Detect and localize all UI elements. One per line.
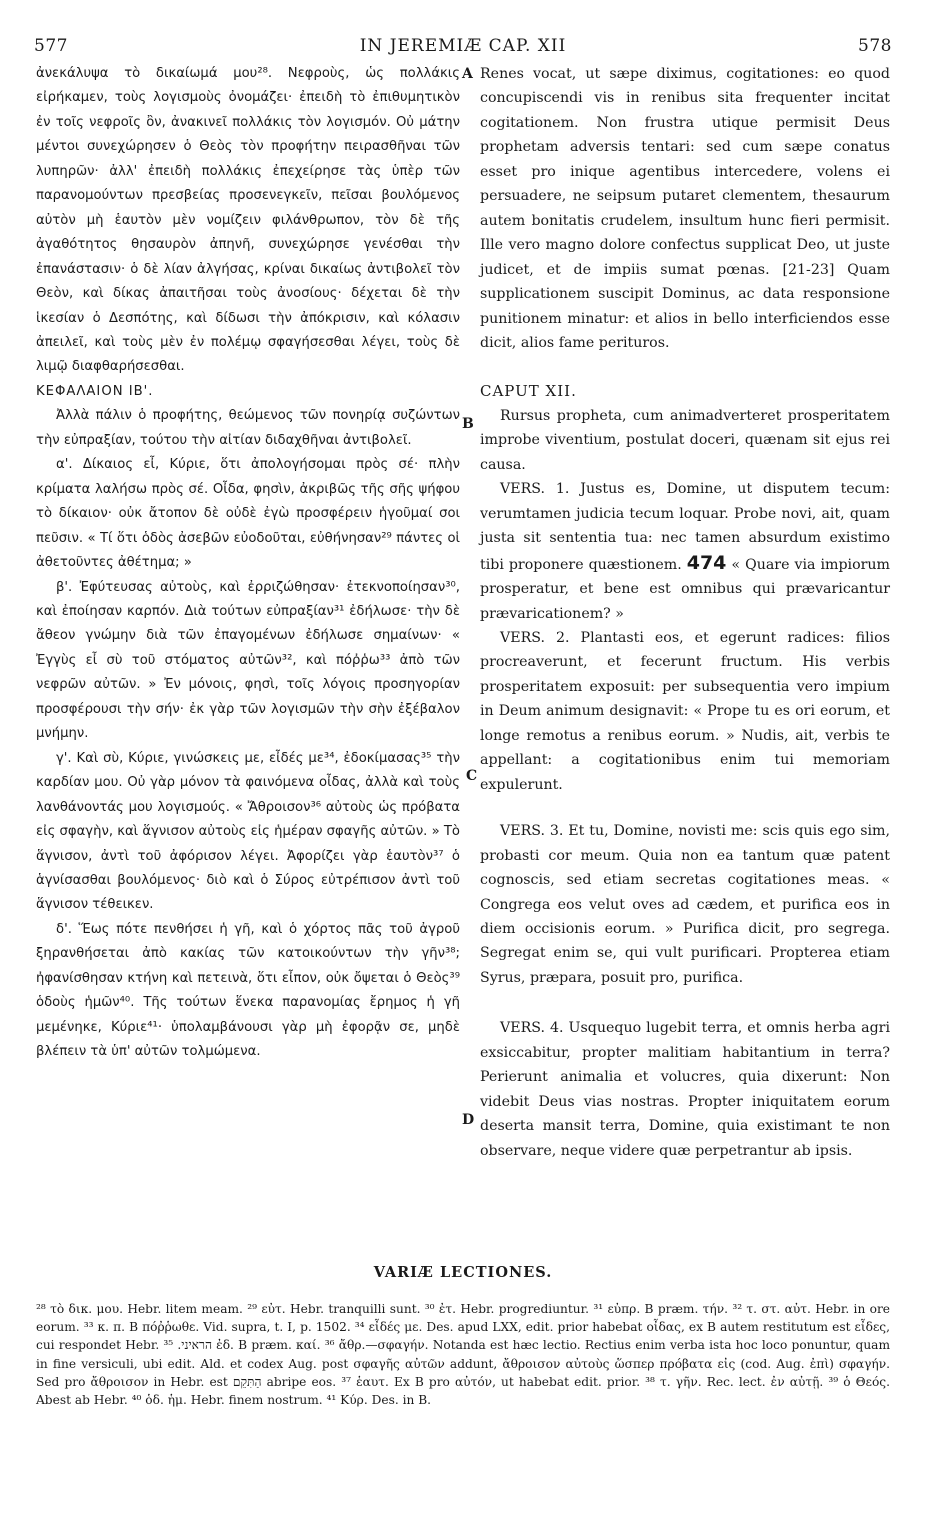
running-header xyxy=(34,36,892,60)
margin-mark-d: D xyxy=(462,1112,475,1128)
latin-column xyxy=(480,62,890,1163)
latin-paragraph: Renes vocat, ut sæpe diximus, cogitationes: eo quod concupiscendi vis in renibus sita frequenter incitat cogitationem. Non frustra utique permisit Deus prophetam adversis tentari: sed cum sæpe conatus esset pro inique agentibus intercedere, volens ei persuadere, ne seipsum putaret clementem, thesaurum autem bonitatis crudelem, insultum hunc fieri permisit. Ille vero magno dolore confectus supplicat Deo, ut juste judicet, et de impiis sumat pœnas. [21-23] Quam supplicationem suscipit Dominus, ac data responsione punitionem minatur: et alios in bello interficiendos esse dicit, alios fame perituros. xyxy=(480,66,890,351)
variae-lectiones-notes xyxy=(36,1300,890,1409)
greek-verse-3: γ'. Καὶ σὺ, Κύριε, γινώσκεις με, εἶδές με³⁴, ἐδοκίμασας³⁵ τὴν καρδίαν μου. Οὐ γὰρ μόνον τὰ φαινόμενα οἶδας, ἀλλὰ καὶ τοὺς λανθάνοντάς μου λογισμούς. « Ἄθροισον³⁶ αὐτοὺς ὡς πρόβατα εἰς σφαγὴν, καὶ ἅγνισον αὐτοὺς εἰς ἡμέραν σφαγῆς αὐτῶν. » Τὸ ἅγνισον, ἀντὶ τοῦ ἀφόρισον λέγει. Ἀφορίζει γὰρ ἑαυτὸν³⁷ ὁ ἁγνίσασθαι βουλόμενος· διὸ καὶ ὁ Σύρος εὐτρέπισον ἀντὶ τοῦ ἅγνισον τέθεικεν. xyxy=(36,750,460,913)
greek-verse-2: β'. Ἐφύτευσας αὐτοὺς, καὶ ἐρριζώθησαν· ἐτεκνοποίησαν³⁰, καὶ ἐποίησαν καρπόν. Διὰ τούτων εὐπραξίαν³¹ ἐδήλωσε· τὴν δὲ ἄθεον γνώμην διὰ τῶν ἐπαγομένων ἐδήλωσε σημαίνων· « Ἐγγὺς εἶ σὺ τοῦ στόματος αὐτῶν³², καὶ πόῤῥω³³ ἀπὸ τῶν νεφρῶν αὐτῶν. » Ἐν μόνοις, φησὶ, τοῖς λόγοις προσηγορίαν προσφέρουσι τὴν σήν· ἐκ γὰρ τῶν λογισμῶν τὴν σὴν ἐξέβαλον μνήμην. xyxy=(36,579,460,742)
latin-verse-1 xyxy=(480,477,890,626)
greek-paragraph: Ἀλλὰ πάλιν ὁ προφήτης, θεώμενος τῶν πονηρίᾳ συζώντων τὴν εὐπραξίαν, τούτου τὴν αἰτίαν διδαχθῆναι ἀντιβολεῖ. xyxy=(36,408,460,448)
latin-verse-4: VERS. 4. Usquequo lugebit terra, et omnis herba agri exsiccabitur, propter malitiam habitantium in terra? Perierunt animalia et volucres, quia dixerunt: Non videbit Deus vias nostras. Propter iniquitatem eorum deserta mansit terra, Domine, quia existimant te non observare, neque videre quæ perpetrantur ab ipsis. xyxy=(480,1020,890,1159)
margin-mark-a: A xyxy=(462,66,473,82)
margin-mark-c: C xyxy=(466,768,478,784)
greek-verse-1: α'. Δίκαιος εἶ, Κύριε, ὅτι ἀπολογήσομαι πρὸς σέ· πλὴν κρίματα λαλήσω πρὸς σέ. Οἶδα, φησὶν, ἀκριβῶς τῆς σῆς ψήφου τὸ δίκαιον· οὐκ ἄτοπον δὲ οὐδὲ ἐγὼ προσφέρειν ἡγοῦμαί σοι πεῦσιν. « Τί ὅτι ὁδὸς ἀσεβῶν εὐοδοῦται, εὐθήνησαν²⁹ πάντες οἱ ἀθετοῦντες ἀθέτημα; » xyxy=(36,457,460,571)
running-title: IN JEREMIÆ CAP. XII xyxy=(359,36,567,56)
latin-verse-3: VERS. 3. Et tu, Domine, novisti me: scis quis ego sim, probasti cor meum. Quia non ea tantum quæ patent cognoscis, sed etiam secretas cogitationes meas. « Congrega eos velut oves ad cædem, et purifica eos in diem occisionis eorum. » Purifica dicit, pro segrega. Segregat enim se, qui vult purificari. Propterea etiam Syrus, præpara, posuit pro, purifica. xyxy=(480,823,890,986)
page-number-left: 577 xyxy=(34,36,68,56)
latin-paragraph: Rursus propheta, cum animadverteret prosperitatem improbe viventium, postulat doceri, quænam sit ejus rei causa. xyxy=(480,407,890,473)
greek-column xyxy=(36,62,460,1065)
page-number-right: 578 xyxy=(858,36,892,56)
latin-chapter-heading: CAPUT XII. xyxy=(480,382,577,401)
latin-verse-1-quote: « Quare via impiorum prosperatur, et bene est omnibus qui prævaricantur prævaricationem? » xyxy=(480,556,891,622)
greek-paragraph: ἀνεκάλυψα τὸ δικαίωμά μου²⁸. Νεφροὺς, ὡς πολλάκις εἰρήκαμεν, τοὺς λογισμοὺς ὀνομάζει· ἐπειδὴ τὸ ἐπιθυμητικὸν ἐν τοῖς νεφροῖς ὂν, ἀνακινεῖ πολλάκις τὸν λογισμόν. Οὐ μάτην μέντοι συνεχώρησεν ὁ Θεὸς τὸν προφήτην πειρασθῆναι τῶν λυπηρῶν· ἀλλ' ἐπειδὴ πολλάκις ἐπεχείρησε τὰς ὑπὲρ τῶν παρανομούντων πρεσβείας προσενεγκεῖν, πεῖσαι βουλόμενος αὐτὸν μὴ ἑαυτὸν μὲν νομίζειν φιλάνθρωπον, τὸν δὲ τῆς ἀγαθότητος θησαυρὸν ἀπηνῆ, συνεχώρησε γενέσθαι τὴν ἐπανάστασιν· ὁ δὲ λίαν ἀλγήσας, κρίναι δικαίως ἀντιβολεῖ τὸν Θεὸν, καὶ δίκας ἀπαιτῆσαι τοὺς ἀνοσίους· δέχεται δὲ τὴν ἱκεσίαν ὁ Δεσπότης, καὶ δίδωσι τὴν ἀπόκρισιν, καὶ κόλασιν ἀπειλεῖ, καὶ τοὺς μὲν ἐν πολέμῳ σφαγήσεσθαι λέγει, τοὺς δὲ λιμῷ διαφθαρήσεσθαι. xyxy=(36,66,460,375)
greek-chapter-heading: ΚΕΦΑΛΑΙΟΝ ΙΒ'. xyxy=(36,383,154,399)
latin-verse-2: VERS. 2. Plantasti eos, et egerunt radices: filios procreaverunt, et fecerunt fructum. His verbis prosperitatem exposuit: per subsequentia vero impium in Deum animum designavit: « Prope tu es ori eorum, et longe remotus a renibus eorum. » Nudis, ait, verbis te appellant: a cogitationibus enim tui memoriam expulerunt. xyxy=(480,629,890,793)
variae-lectiones-heading: VARIÆ LECTIONES. xyxy=(373,1264,553,1281)
latin-verse-1-text: VERS. 1. Justus es, Domine, ut disputem tecum: verumtamen judicia tecum loquar. Probe novi, ait, quam justa sit sententia tua: nec tamen absurdum existimo tibi proponere quæstionem. xyxy=(480,481,890,573)
variae-lectiones-text: ²⁸ τὸ δικ. μου. Hebr. litem meam. ²⁹ εὐτ. Hebr. tranquilli sunt. ³⁰ ἐτ. Hebr. progrediuntur. ³¹ εὐπρ. B præm. τήν. ³² τ. στ. αὐτ. Hebr. in ore eorum. ³³ κ. π. B πόῤῥωθε. Vid. supra, t. I, p. 1502. ³⁴ εἶδές με. Des. apud LXX, edit. prior habebat οἶδας, ex B autem restitutum est εἶδες, cui respondet Hebr. הראיני. ³⁵ ἐδ. B præm. καί. ³⁶ ἄθρ.—σφαγήν. Notanda est hæc lectio. Rectius enim verba ista hoc loco ponuntur, quam in fine versiculi, ubi edit. Ald. et codex Aug. post σφαγῆς αὐτῶν addunt, ἄθροισον αὐτοὺς ὥσπερ πρόβατα εἰς (cod. Aug. ἐπὶ) σφαγήν. Sed pro ἄθροισον in Hebr. est הַתִּקֵם abripe eos. ³⁷ ἑαυτ. Ex B pro αὐτόν, ut habebat edit. prior. ³⁸ τ. γῆν. Rec. lect. ἐν αὐτῇ. ³⁹ ὁ Θεός. Abest ab Hebr. ⁴⁰ ὁδ. ἡμ. Hebr. finem nostrum. ⁴¹ Κύρ. Des. in B. xyxy=(36,1302,890,1408)
greek-verse-4: δ'. Ἕως πότε πενθήσει ἡ γῆ, καὶ ὁ χόρτος πᾶς τοῦ ἀγροῦ ξηρανθήσεται ἀπὸ κακίας τῶν κατοικούντων τὴν γῆν³⁸; ἠφανίσθησαν κτήνη καὶ πετεινὰ, ὅτι εἶπον, οὐκ ὄψεται ὁ Θεὸς³⁹ ὁδοὺς ἡμῶν⁴⁰. Τῆς τούτων ἕνεκα παρανομίας ἔρημος ἡ γῆ μεμένηκε, Κύριε⁴¹· ὑπολαμβάνουσι γὰρ μὴ ἐφορᾷν σε, μηδὲ βλέπειν τὰ ὑπ' αὐτῶν τολμώμενα. xyxy=(36,921,460,1060)
column-number-mark: 474 xyxy=(686,551,727,574)
margin-mark-b: B xyxy=(462,416,474,432)
